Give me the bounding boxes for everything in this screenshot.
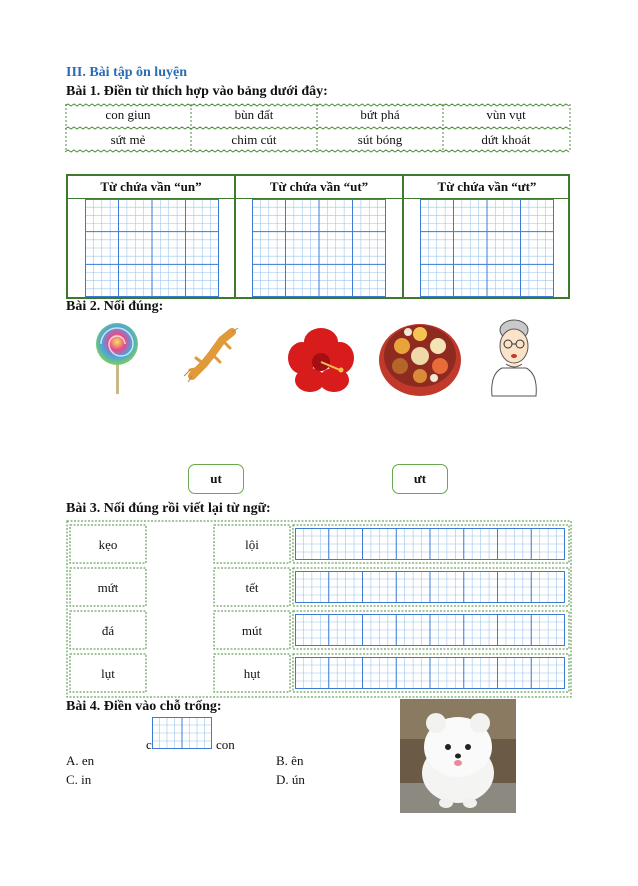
right-word-hut: hụt [243, 666, 261, 681]
answer-box-ut[interactable]: ut [188, 464, 244, 494]
word-con-giun: con giun [105, 107, 151, 122]
exercise-3-title: Bài 3. Nối đúng rồi viết lại từ ngữ: [66, 501, 271, 516]
writing-grid-un[interactable] [85, 199, 219, 297]
exercise-2-title: Bài 2. Nối đúng: [66, 299, 164, 314]
right-word-mut: mút [241, 623, 263, 638]
option-c[interactable]: C. in [66, 772, 92, 787]
writing-grid-ut[interactable] [252, 199, 386, 297]
left-word-mut: mứt [97, 580, 119, 595]
left-word-lut: lụt [101, 666, 115, 681]
word-dut-khoat: dứt khoát [481, 132, 531, 147]
candied-fruit-tray-image [378, 318, 462, 398]
ginseng-root-image [182, 326, 242, 384]
option-b[interactable]: B. ên [276, 753, 304, 768]
word-vun-vut: vùn vụt [486, 107, 526, 122]
blank-prefix: c [146, 737, 152, 752]
word-bank [65, 103, 571, 153]
section-title: III. Bài tập ôn luyện [66, 65, 187, 80]
lollipop-image [93, 322, 143, 394]
word-sut-bong: sút bóng [357, 132, 403, 147]
word-sut-me: sứt mẻ [110, 132, 146, 147]
word-bun-dat: bùn đất [234, 107, 274, 122]
option-a[interactable]: A. en [66, 753, 95, 768]
header-un: Từ chứa vần “un” [68, 176, 234, 199]
header-ut-horn: Từ chứa vần “ưt” [404, 176, 570, 199]
table-divider [402, 176, 404, 297]
right-word-loi: lội [245, 537, 259, 552]
writing-grid-ut-horn[interactable] [420, 199, 554, 297]
table-divider [234, 176, 236, 297]
old-woman-image [486, 318, 542, 398]
exercise-1-title: Bài 1. Điền từ thích hợp vào bảng dưới đây: [66, 84, 328, 99]
blank-writing-grid[interactable] [152, 717, 212, 749]
left-word-keo: kẹo [98, 537, 118, 552]
matching-table [66, 520, 572, 698]
writing-line-2[interactable] [295, 571, 565, 603]
blank-suffix: con [216, 737, 235, 752]
writing-line-3[interactable] [295, 614, 565, 646]
red-hibiscus-image [288, 326, 354, 394]
option-d[interactable]: D. ún [276, 772, 305, 787]
word-chim-cut: chim cút [231, 132, 277, 147]
header-ut: Từ chứa vần “ut” [235, 176, 403, 199]
white-puppy-image [400, 699, 516, 813]
exercise-4-title: Bài 4. Điền vào chỗ trống: [66, 699, 222, 714]
writing-line-4[interactable] [295, 657, 565, 689]
vowel-table [66, 174, 570, 299]
right-word-tet: tết [245, 580, 259, 595]
writing-line-1[interactable] [295, 528, 565, 560]
left-word-da: đá [101, 623, 115, 638]
answer-box-ut-horn[interactable]: ưt [392, 464, 448, 494]
word-but-pha: bứt phá [360, 107, 400, 122]
